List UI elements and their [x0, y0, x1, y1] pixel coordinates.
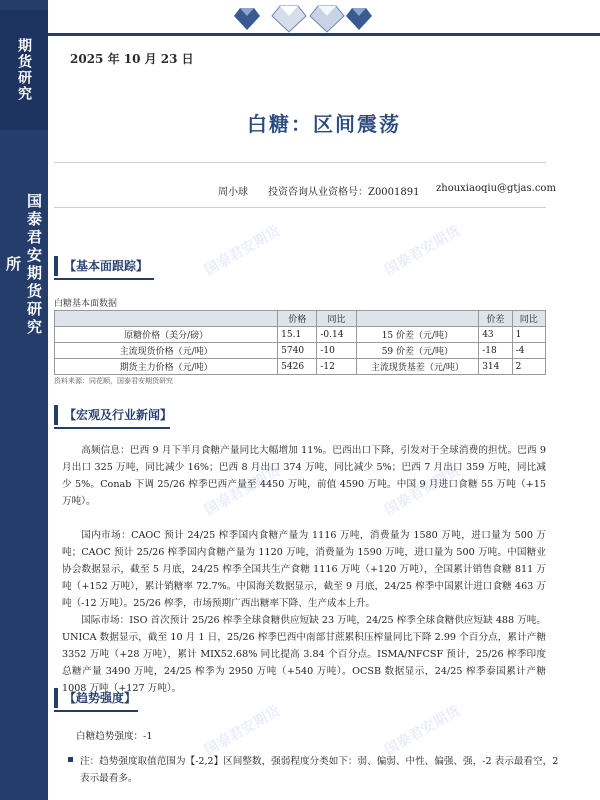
- table-cell: 314: [479, 359, 512, 375]
- news-paragraph-high-frequency: 高频信息：巴西 9 月下半月食糖产量同比大幅增加 11%。巴西出口下降，引发对于全球消费的担忧。巴西 9 月出口 325 万吨，同比减少 16%；巴西 8 月出口 374 万吨，同比减少 5%；巴西 7 月出口 359 万吨，同比减少 5%。Conab 下调 25/26 榨季巴西产量至 4450 万吨，前值 4590 万吨。中国 9 月进口食糖 55 万吨（+15 万吨）。: [62, 445, 546, 507]
- table-cell: 5740: [278, 343, 317, 359]
- table-cell: -18: [479, 343, 512, 359]
- table-source: 资料来源：同花顺，国泰君安期货研究: [54, 377, 173, 385]
- bullet-icon: [68, 757, 73, 762]
- table-header-cell: [356, 311, 479, 327]
- news-paragraph-domestic: 国内市场：CAOC 预计 24/25 榨季国内食糖产量为 1116 万吨，消费量为 1580 万吨，进口量为 500 万吨；CAOC 预计 25/26 榨季国内食糖产量为 1120 万吨，消费量为 1590 万吨，进口量为 500 万吨。中国糖业协会数据显示，截至 5 月底，24/25 榨季全国共生产食糖 1116 万吨（+120 万吨），全国累计销售食糖 811 万吨（+152 万吨），累计销糖率 72.7%。中国海关数据显示，截至 9 月底，24/25 榨季中国累计进口食糖 463 万吨（-12 万吨）。25/26 榨季，市场预期广西出糖率下降、生产成本上升。: [62, 530, 546, 609]
- table-cell: 2: [512, 359, 545, 375]
- watermark: 国泰君安期货: [382, 222, 463, 279]
- watermark: 国泰君安期货: [382, 462, 463, 519]
- fundamentals-table: [54, 310, 546, 375]
- section-trend-heading: 【趋势强度】: [54, 688, 136, 708]
- table-cell: 主流现货基差（元/吨）: [356, 359, 479, 375]
- table-header-cell: 价格: [278, 311, 317, 327]
- table-cell: 15.1: [278, 327, 317, 343]
- author-divider: [54, 207, 546, 208]
- table-cell: -12: [317, 359, 356, 375]
- table-cell: -10: [317, 343, 356, 359]
- trend-note-text: 注：趋势强度取值范围为【-2,2】区间整数，强弱程度分类如下：弱、偏弱、中性、偏强、强，-2 表示最看空，2 表示最看多。: [80, 756, 559, 784]
- table-header-cell: [55, 311, 278, 327]
- table-cell: 15 价差（元/吨）: [356, 327, 479, 343]
- section-fundamentals-underline: [54, 278, 154, 280]
- diamond-logo-icon: [232, 2, 372, 34]
- watermark: 国泰君安期货: [202, 702, 283, 759]
- news-paragraph-international: 国际市场：ISO 首次预计 25/26 榨季全球食糖供应短缺 23 万吨，24/25 榨季全球食糖供应短缺 488 万吨。UNICA 数据显示，截至 10 月 1 日，25/26 榨季巴西中南部甘蔗累积压榨量同比下降 2.99 个百分点，累计产糖 3352 万吨（+28 万吨），累计 MIX52.68% 同比提高 3.84 个百分点。ISMA/NFCSF 预计，25/26 榨季印度总糖产量 3490 万吨，24/25 榨季为 2950 万吨（+540 万吨）。OCSB 数据显示，24/25 榨季泰国累计产糖 1008 万吨（+127 万吨）。: [62, 615, 546, 694]
- author-license: 投资咨询从业资格号：Z0001891: [268, 187, 420, 198]
- report-date: 2025 年 10 月 23 日: [70, 52, 194, 66]
- table-row: [55, 327, 546, 343]
- sidebar-org-name: 国泰君安期货研究所: [4, 193, 43, 337]
- section-macro-heading: 【宏观及行业新闻】: [54, 405, 172, 425]
- table-header-cell: 价差: [479, 311, 512, 327]
- watermark: 国泰君安期货: [202, 222, 283, 279]
- watermark: 国泰君安期货: [382, 702, 463, 759]
- author-name: 周小球: [218, 187, 248, 198]
- left-sidebar: [0, 0, 48, 800]
- section-fundamentals-heading: 【基本面跟踪】: [54, 256, 148, 276]
- sidebar-top-label: 期货研究: [0, 10, 48, 130]
- table-cell: 主流现货价格（元/吨）: [55, 343, 278, 359]
- section-macro-underline: [54, 427, 170, 429]
- table-cell: 5426: [278, 359, 317, 375]
- table-header-row: [55, 311, 546, 327]
- table-cell: 43: [479, 327, 512, 343]
- table-cell: 期货主力价格（元/吨）: [55, 359, 278, 375]
- table-row: [55, 359, 546, 375]
- author-email[interactable]: zhouxiaoqiu@gtjas.com: [436, 183, 556, 194]
- table-caption: 白糖基本面数据: [54, 299, 118, 309]
- table-cell: 原糖价格（美分/磅）: [55, 327, 278, 343]
- trend-strength-value: 白糖趋势强度：-1: [76, 731, 153, 742]
- table-row: [55, 343, 546, 359]
- title-divider: [54, 162, 546, 163]
- table-cell: 1: [512, 327, 545, 343]
- table-header-cell: 同比: [512, 311, 545, 327]
- trend-note: [68, 753, 560, 787]
- section-trend-underline: [54, 710, 138, 712]
- table-cell: -4: [512, 343, 545, 359]
- table-header-cell: 同比: [317, 311, 356, 327]
- table-cell: -0.14: [317, 327, 356, 343]
- report-title: 白糖：区间震荡: [247, 112, 401, 136]
- watermark: 国泰君安期货: [202, 462, 283, 519]
- table-cell: 59 价差（元/吨）: [356, 343, 479, 359]
